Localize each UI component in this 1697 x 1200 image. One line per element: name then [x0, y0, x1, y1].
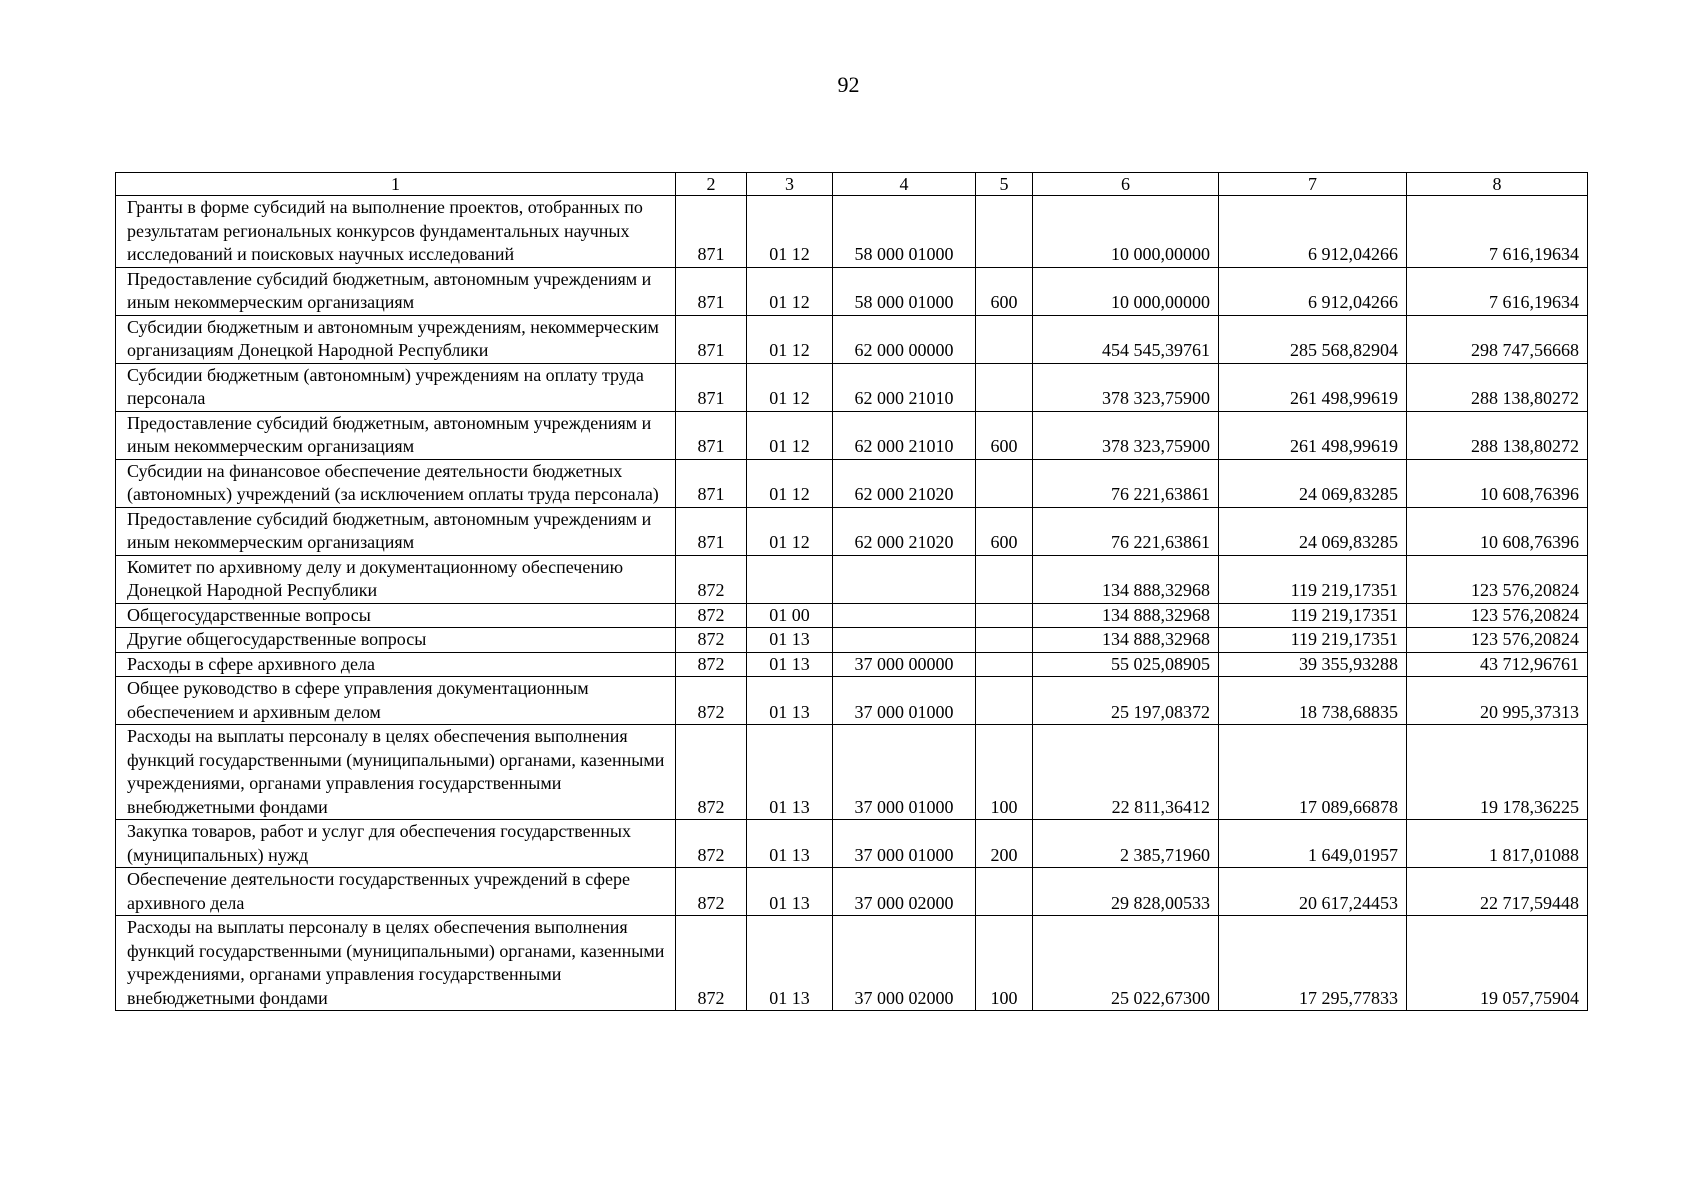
row-section-cell: 01 13 [747, 628, 833, 653]
table-row [116, 196, 1588, 268]
row-sum-2-cell: 24 069,83285 [1219, 459, 1407, 507]
table-row [116, 267, 1588, 315]
row-ved-cell: 872 [676, 916, 747, 1011]
row-sum-2-cell: 6 912,04266 [1219, 267, 1407, 315]
row-sum-2-cell: 6 912,04266 [1219, 196, 1407, 268]
row-section-cell: 01 13 [747, 652, 833, 677]
row-section-cell: 01 12 [747, 411, 833, 459]
row-ved-cell: 871 [676, 196, 747, 268]
row-expense-type-cell [976, 315, 1033, 363]
row-sum-1-cell: 454 545,39761 [1033, 315, 1219, 363]
row-sum-2-cell: 119 219,17351 [1219, 628, 1407, 653]
column-header: 4 [833, 173, 976, 196]
row-ved-cell: 872 [676, 868, 747, 916]
row-ved-cell: 872 [676, 555, 747, 603]
row-expense-type-cell: 600 [976, 507, 1033, 555]
row-sum-1-cell: 22 811,36412 [1033, 725, 1219, 820]
row-sum-3-cell: 288 138,80272 [1407, 363, 1588, 411]
row-expense-type-cell: 600 [976, 267, 1033, 315]
row-section-cell: 01 13 [747, 677, 833, 725]
row-sum-3-cell: 10 608,76396 [1407, 459, 1588, 507]
row-sum-2-cell: 24 069,83285 [1219, 507, 1407, 555]
row-name-cell: Субсидии бюджетным (автономным) учреждениям на оплату труда персонала [116, 363, 676, 411]
row-sum-2-cell: 39 355,93288 [1219, 652, 1407, 677]
row-sum-2-cell: 20 617,24453 [1219, 868, 1407, 916]
row-name-cell: Предоставление субсидий бюджетным, автономным учреждениям и иным некоммерческим организациям [116, 411, 676, 459]
row-sum-3-cell: 298 747,56668 [1407, 315, 1588, 363]
row-expense-type-cell [976, 677, 1033, 725]
row-ved-cell: 871 [676, 459, 747, 507]
row-sum-1-cell: 29 828,00533 [1033, 868, 1219, 916]
column-header: 6 [1033, 173, 1219, 196]
row-sum-2-cell: 1 649,01957 [1219, 820, 1407, 868]
header-row [116, 173, 1588, 196]
row-sum-1-cell: 55 025,08905 [1033, 652, 1219, 677]
row-expense-type-cell [976, 628, 1033, 653]
row-sum-1-cell: 10 000,00000 [1033, 267, 1219, 315]
row-name-cell: Расходы на выплаты персоналу в целях обеспечения выполнения функций государственными (муниципальными) органами, казенными учреждениями, органами управления государственными внебюджетными фондами [116, 725, 676, 820]
row-expense-type-cell [976, 555, 1033, 603]
row-sum-3-cell: 7 616,19634 [1407, 267, 1588, 315]
row-ved-cell: 872 [676, 652, 747, 677]
table-row [116, 677, 1588, 725]
row-ved-cell: 872 [676, 725, 747, 820]
table-row [116, 628, 1588, 653]
row-expense-type-cell [976, 868, 1033, 916]
row-sum-1-cell: 25 022,67300 [1033, 916, 1219, 1011]
row-sum-1-cell: 134 888,32968 [1033, 628, 1219, 653]
row-target-article-cell: 37 000 01000 [833, 820, 976, 868]
row-sum-3-cell: 22 717,59448 [1407, 868, 1588, 916]
table-row [116, 363, 1588, 411]
row-target-article-cell: 62 000 21020 [833, 459, 976, 507]
row-sum-2-cell: 17 089,66878 [1219, 725, 1407, 820]
row-section-cell: 01 12 [747, 507, 833, 555]
row-target-article-cell: 37 000 01000 [833, 725, 976, 820]
row-sum-3-cell: 10 608,76396 [1407, 507, 1588, 555]
row-target-article-cell [833, 603, 976, 628]
row-sum-2-cell: 261 498,99619 [1219, 363, 1407, 411]
row-name-cell: Закупка товаров, работ и услуг для обеспечения государственных (муниципальных) нужд [116, 820, 676, 868]
row-target-article-cell [833, 555, 976, 603]
row-sum-3-cell: 288 138,80272 [1407, 411, 1588, 459]
row-sum-2-cell: 261 498,99619 [1219, 411, 1407, 459]
table-row [116, 916, 1588, 1011]
row-target-article-cell: 62 000 21010 [833, 411, 976, 459]
row-name-cell: Комитет по архивному делу и документационному обеспечению Донецкой Народной Республики [116, 555, 676, 603]
column-header: 1 [116, 173, 676, 196]
row-ved-cell: 872 [676, 677, 747, 725]
row-section-cell: 01 12 [747, 363, 833, 411]
row-name-cell: Общегосударственные вопросы [116, 603, 676, 628]
row-sum-1-cell: 134 888,32968 [1033, 603, 1219, 628]
row-expense-type-cell: 600 [976, 411, 1033, 459]
row-sum-1-cell: 10 000,00000 [1033, 196, 1219, 268]
row-target-article-cell: 62 000 00000 [833, 315, 976, 363]
row-name-cell: Расходы в сфере архивного дела [116, 652, 676, 677]
row-sum-2-cell: 285 568,82904 [1219, 315, 1407, 363]
row-expense-type-cell: 100 [976, 916, 1033, 1011]
row-section-cell [747, 555, 833, 603]
row-sum-1-cell: 134 888,32968 [1033, 555, 1219, 603]
row-target-article-cell: 37 000 01000 [833, 677, 976, 725]
row-sum-3-cell: 19 178,36225 [1407, 725, 1588, 820]
row-sum-3-cell: 123 576,20824 [1407, 555, 1588, 603]
row-ved-cell: 871 [676, 315, 747, 363]
table-row [116, 459, 1588, 507]
column-header: 2 [676, 173, 747, 196]
table-row [116, 725, 1588, 820]
row-ved-cell: 872 [676, 820, 747, 868]
row-name-cell: Обеспечение деятельности государственных учреждений в сфере архивного дела [116, 868, 676, 916]
row-name-cell: Расходы на выплаты персоналу в целях обеспечения выполнения функций государственными (муниципальными) органами, казенными учреждениями, органами управления государственными внебюджетными фондами [116, 916, 676, 1011]
row-section-cell: 01 12 [747, 459, 833, 507]
row-expense-type-cell: 200 [976, 820, 1033, 868]
row-target-article-cell: 62 000 21010 [833, 363, 976, 411]
row-name-cell: Предоставление субсидий бюджетным, автономным учреждениям и иным некоммерческим организациям [116, 507, 676, 555]
row-section-cell: 01 12 [747, 196, 833, 268]
page-number: 92 [837, 72, 860, 97]
row-name-cell: Другие общегосударственные вопросы [116, 628, 676, 653]
row-ved-cell: 871 [676, 363, 747, 411]
row-sum-1-cell: 25 197,08372 [1033, 677, 1219, 725]
row-target-article-cell: 58 000 01000 [833, 267, 976, 315]
row-sum-3-cell: 1 817,01088 [1407, 820, 1588, 868]
row-target-article-cell: 37 000 02000 [833, 868, 976, 916]
budget-table [115, 172, 1588, 1011]
row-section-cell: 01 13 [747, 820, 833, 868]
row-sum-1-cell: 378 323,75900 [1033, 363, 1219, 411]
row-sum-2-cell: 18 738,68835 [1219, 677, 1407, 725]
row-target-article-cell [833, 628, 976, 653]
row-sum-3-cell: 43 712,96761 [1407, 652, 1588, 677]
table-row [116, 652, 1588, 677]
row-section-cell: 01 13 [747, 916, 833, 1011]
row-section-cell: 01 12 [747, 315, 833, 363]
table-row [116, 315, 1588, 363]
row-sum-1-cell: 76 221,63861 [1033, 507, 1219, 555]
row-section-cell: 01 00 [747, 603, 833, 628]
row-expense-type-cell [976, 363, 1033, 411]
row-target-article-cell: 58 000 01000 [833, 196, 976, 268]
row-name-cell: Предоставление субсидий бюджетным, автономным учреждениям и иным некоммерческим организациям [116, 267, 676, 315]
row-expense-type-cell [976, 652, 1033, 677]
row-expense-type-cell: 100 [976, 725, 1033, 820]
row-target-article-cell: 37 000 00000 [833, 652, 976, 677]
row-ved-cell: 872 [676, 628, 747, 653]
row-section-cell: 01 13 [747, 725, 833, 820]
column-header: 5 [976, 173, 1033, 196]
row-name-cell: Общее руководство в сфере управления документационным обеспечением и архивным делом [116, 677, 676, 725]
row-ved-cell: 871 [676, 411, 747, 459]
row-target-article-cell: 62 000 21020 [833, 507, 976, 555]
table-row [116, 868, 1588, 916]
row-sum-3-cell: 19 057,75904 [1407, 916, 1588, 1011]
column-header: 8 [1407, 173, 1588, 196]
column-header: 3 [747, 173, 833, 196]
row-expense-type-cell [976, 459, 1033, 507]
row-sum-2-cell: 119 219,17351 [1219, 555, 1407, 603]
row-sum-2-cell: 17 295,77833 [1219, 916, 1407, 1011]
row-section-cell: 01 13 [747, 868, 833, 916]
row-sum-1-cell: 378 323,75900 [1033, 411, 1219, 459]
column-header: 7 [1219, 173, 1407, 196]
row-name-cell: Гранты в форме субсидий на выполнение проектов, отобранных по результатам региональных конкурсов фундаментальных научных исследований и поисковых научных исследований [116, 196, 676, 268]
row-sum-1-cell: 76 221,63861 [1033, 459, 1219, 507]
row-sum-2-cell: 119 219,17351 [1219, 603, 1407, 628]
row-sum-3-cell: 123 576,20824 [1407, 603, 1588, 628]
row-ved-cell: 871 [676, 267, 747, 315]
row-target-article-cell: 37 000 02000 [833, 916, 976, 1011]
row-ved-cell: 872 [676, 603, 747, 628]
table-row [116, 411, 1588, 459]
table-row [116, 507, 1588, 555]
row-name-cell: Субсидии бюджетным и автономным учреждениям, некоммерческим организациям Донецкой Народной Республики [116, 315, 676, 363]
table-row [116, 820, 1588, 868]
row-section-cell: 01 12 [747, 267, 833, 315]
row-expense-type-cell [976, 603, 1033, 628]
table-row [116, 555, 1588, 603]
row-sum-1-cell: 2 385,71960 [1033, 820, 1219, 868]
row-sum-3-cell: 20 995,37313 [1407, 677, 1588, 725]
row-name-cell: Субсидии на финансовое обеспечение деятельности бюджетных (автономных) учреждений (за исключением оплаты труда персонала) [116, 459, 676, 507]
row-sum-3-cell: 123 576,20824 [1407, 628, 1588, 653]
table-row [116, 603, 1588, 628]
row-sum-3-cell: 7 616,19634 [1407, 196, 1588, 268]
row-expense-type-cell [976, 196, 1033, 268]
row-ved-cell: 871 [676, 507, 747, 555]
